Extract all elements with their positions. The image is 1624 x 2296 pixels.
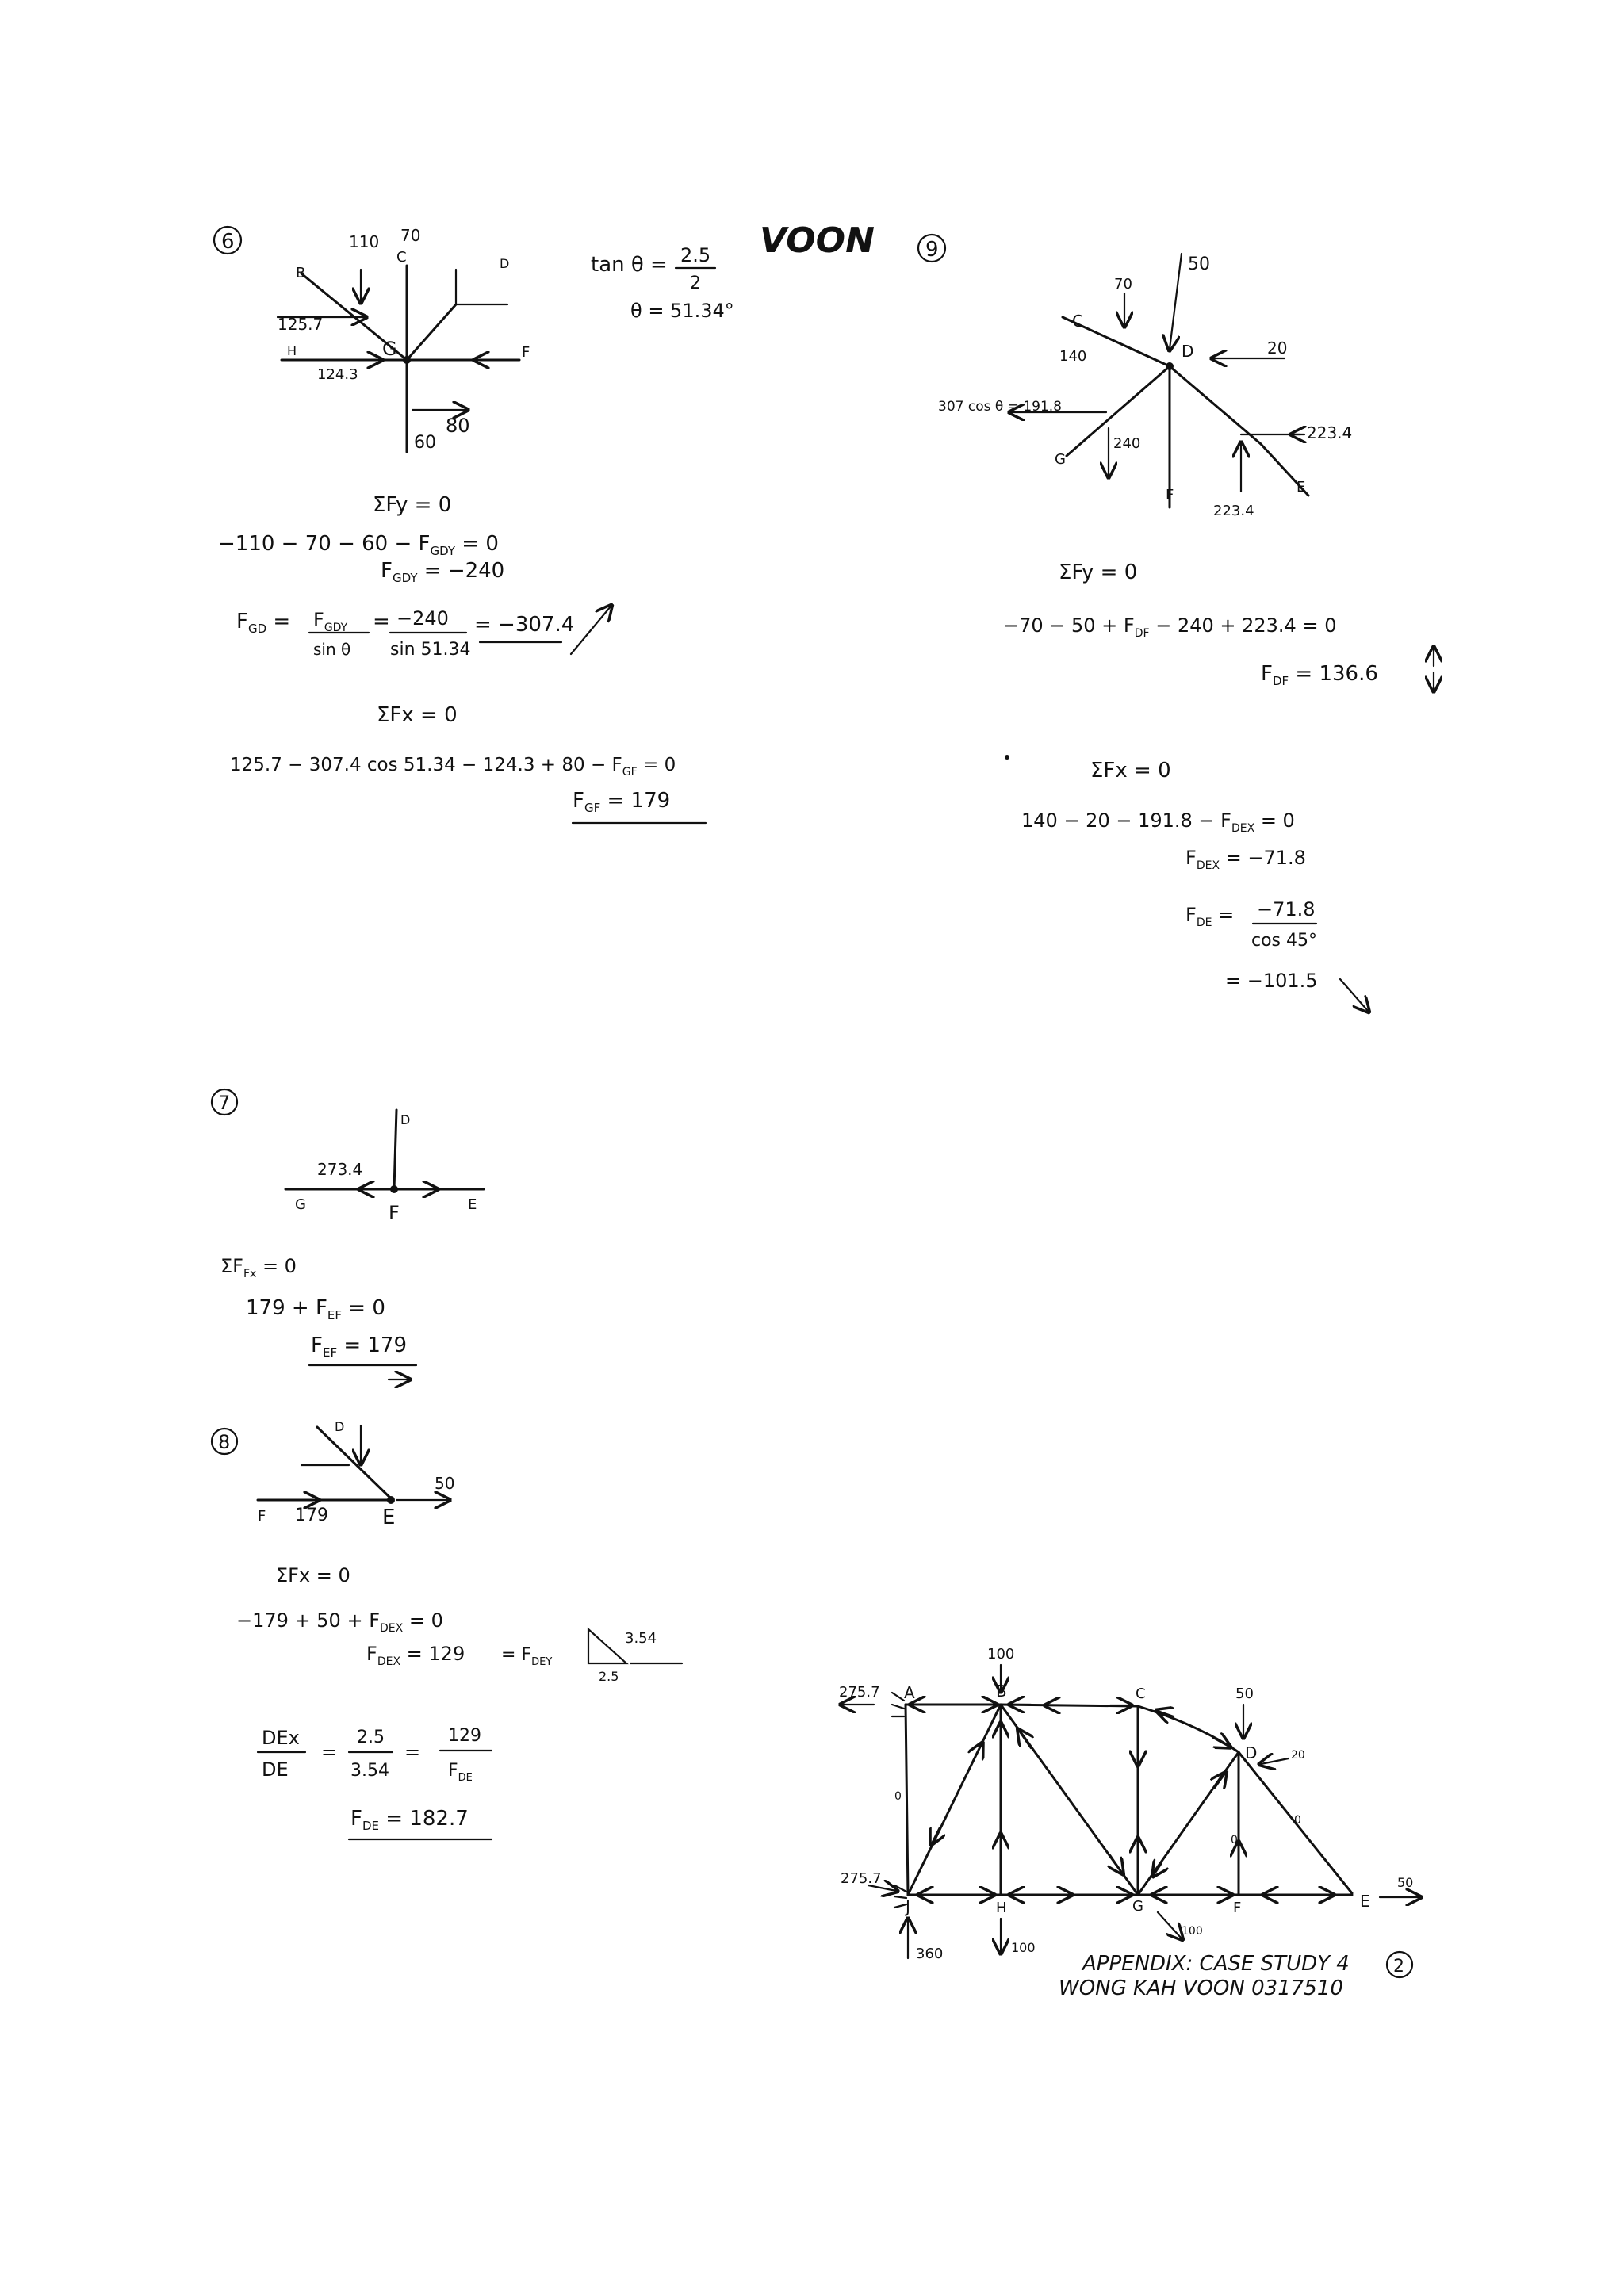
member-ed (317, 1427, 393, 1500)
truss-diagram (839, 1646, 1419, 1962)
label-100-g: 100 (1182, 1925, 1203, 1938)
sum-fx-9: ΣFx = 0 (1090, 759, 1171, 783)
fdex-8: $F_{DEX} = 129$ (366, 1643, 465, 1668)
triangle-sketch (588, 1629, 682, 1684)
member-jb (908, 1705, 1001, 1895)
label-80: 80 (446, 415, 470, 437)
ratio-eq2: = (404, 1741, 421, 1763)
member-gd (407, 304, 456, 360)
label-d: D (335, 1419, 345, 1434)
ratio-d2: 3.54 (350, 1761, 389, 1781)
section-8 (212, 1419, 682, 1839)
caption-line-2: WONG KAH VOON 0317510 (1059, 1976, 1343, 2000)
label-f: F (258, 1508, 266, 1525)
label-60: 60 (414, 433, 436, 453)
label-d: D (400, 1112, 411, 1127)
label-e: E (1297, 479, 1306, 496)
member-gd (1138, 1752, 1239, 1895)
support-j-icon (894, 1885, 906, 1908)
node-label-g: G (1132, 1898, 1143, 1915)
sum-fx-6: ΣFx = 0 (377, 703, 458, 727)
node-label-b: B (996, 1682, 1007, 1701)
eq-9-2: $140 - 20 - 191.8 - F_{DEX} = 0$ (1021, 809, 1295, 835)
fde-9-direction-icon (1340, 979, 1368, 1011)
caption-line-1: APPENDIX: CASE STUDY 4 (1082, 1952, 1350, 1976)
section-8-number: 8 (218, 1431, 231, 1453)
node-label-e: E (1360, 1892, 1370, 1911)
label-2234-right: 223.4 (1307, 423, 1353, 442)
section-9-number: 9 (925, 238, 939, 262)
label-f: F (389, 1202, 400, 1224)
fde-9-lhs: $F_{DE}$ = (1185, 904, 1235, 929)
label-140: 140 (1059, 348, 1087, 365)
arrow-bg-b (1019, 1731, 1031, 1748)
label-1257: 125.7 (278, 315, 324, 334)
label-e: E (382, 1506, 396, 1529)
section-7 (212, 1089, 484, 1380)
label-307cos: 307 cos θ = 191.8 (938, 399, 1062, 415)
tan-numerator: 2.5 (680, 244, 711, 266)
member-cd (1138, 1706, 1239, 1752)
joint-d-node (1166, 362, 1174, 370)
fgd-den2: sin 51.34 (390, 640, 471, 660)
triangle-label-354: 3.54 (625, 1630, 657, 1647)
result-fef: $F_{EF} = 179$ (311, 1334, 408, 1360)
label-g: G (295, 1196, 306, 1213)
tan-theta: tan θ = (591, 253, 668, 277)
label-2757-top: 275.7 (839, 1684, 880, 1701)
node-label-f: F (1233, 1900, 1242, 1916)
label-360: 360 (916, 1946, 944, 1962)
node-label-j: J (906, 1897, 910, 1916)
fde-9-result: = −101.5 (1225, 970, 1318, 992)
joint-g-node (403, 356, 411, 364)
fgd-direction-icon (571, 607, 611, 654)
load-100-g-arrow (1158, 1912, 1182, 1938)
label-2757-bot: 275.7 (841, 1870, 882, 1887)
label-c: C (396, 249, 407, 266)
caption-circle-number: 2 (1393, 1957, 1404, 1976)
node-label-h: H (996, 1900, 1007, 1916)
ratio-eq1: = (321, 1741, 338, 1763)
arrow-cd-d (1213, 1738, 1229, 1747)
arrow-gd-d (1215, 1774, 1225, 1788)
label-70: 70 (400, 226, 421, 245)
fbd-joint-g (278, 226, 530, 453)
label-50-d: 50 (1235, 1686, 1254, 1702)
support-a-icon (892, 1693, 904, 1716)
label-g: G (382, 338, 397, 360)
label-20-d: 20 (1291, 1749, 1305, 1762)
label-179: 179 (295, 1506, 328, 1525)
fgd-lhs: $F_{GD}$ = (236, 610, 291, 636)
label-1243: 124.3 (317, 366, 358, 383)
signature: VOON (760, 220, 875, 261)
theta-value: θ = 51.34° (630, 300, 734, 322)
label-50-e: 50 (1397, 1875, 1414, 1890)
eq-6-1: $-110 - 70 - 60 - F_{GDY} = 0$ (218, 532, 499, 558)
result-fgf: $F_{GF} = 179$ (573, 789, 671, 815)
label-h: H (287, 343, 297, 358)
ratio-d1: DE (262, 1758, 289, 1781)
fbd-joint-d (938, 254, 1352, 519)
fgd-den1: sin θ (313, 640, 351, 659)
eq-6-2: $F_{GDY} = -240$ (381, 559, 505, 585)
fdey-8: = $F_{DEY}$ (501, 1645, 553, 1668)
member-aj (906, 1705, 908, 1895)
tan-denominator: 2 (690, 274, 701, 293)
label-zero-de: 0 (1294, 1814, 1301, 1827)
eq-6-3: 125.7 − 307.4 $\cos 51.34 - 124.3 + 80 - F_{GF} = 0$ (230, 755, 676, 779)
label-2734: 273.4 (317, 1160, 363, 1179)
eq-7: $179 + F_{EF} = 0$ (246, 1296, 385, 1322)
label-50: 50 (1188, 254, 1210, 274)
section-6 (214, 226, 734, 823)
label-zero-df: 0 (1231, 1834, 1238, 1846)
label-70: 70 (1114, 276, 1132, 293)
label-c: C (1072, 312, 1083, 331)
member-fd (394, 1110, 396, 1189)
load-20-d-arrow (1261, 1758, 1289, 1764)
triangle-outline (588, 1629, 626, 1663)
triangle-label-25: 2.5 (599, 1669, 619, 1684)
label-e: E (468, 1196, 477, 1213)
fbd-joint-e (258, 1419, 454, 1529)
ratio-n1: DEx (262, 1727, 300, 1749)
fdex-9: $F_{DEX} = -71.8$ (1185, 847, 1306, 872)
section-6-number: 6 (221, 230, 235, 254)
arrow-bg-g (1110, 1855, 1122, 1873)
fde-9-num: −71.8 (1257, 898, 1316, 920)
result-fdf: $F_{DF} = 136.6$ (1261, 662, 1378, 688)
section-9 (918, 235, 1434, 1011)
caption (1059, 1952, 1412, 2000)
ratio-n3: 129 (448, 1726, 481, 1746)
ratio-d3: $F_{DE}$ (448, 1761, 473, 1784)
eq-9-1: $-70 - 50 + F_{DF} - 240 + 223.4 = 0$ (1003, 614, 1337, 640)
load-50-arrow (1170, 254, 1182, 349)
label-f: F (1166, 487, 1174, 503)
result-fde-8: $F_{DE} = 182.7$ (350, 1807, 469, 1833)
label-zero-aj: 0 (894, 1790, 902, 1803)
sum-fy-6: ΣFy = 0 (373, 493, 452, 517)
node-label-a: A (904, 1683, 915, 1702)
member-de-upper (1170, 366, 1261, 444)
node-label-d: D (1245, 1743, 1258, 1762)
arrow-jb-j (932, 1827, 940, 1843)
label-50: 50 (435, 1474, 455, 1493)
sum-fy-9: ΣFy = 0 (1059, 561, 1138, 584)
joint-e-node (387, 1496, 395, 1504)
label-100-h: 100 (1011, 1940, 1036, 1955)
label-2234-bottom: 223.4 (1213, 503, 1254, 519)
label-b: B (296, 265, 306, 281)
sum-f-7: $\Sigma F_{Fx} = 0$ (220, 1255, 297, 1280)
label-d: D (1182, 342, 1194, 361)
fde-9-den: cos 45° (1251, 931, 1318, 951)
ratio-n2: 2.5 (357, 1728, 385, 1747)
arrow-jb-b (971, 1744, 982, 1764)
node-label-c: C (1136, 1686, 1146, 1702)
label-f: F (522, 344, 530, 361)
label-110: 110 (349, 232, 380, 251)
label-d: D (500, 256, 510, 271)
fgd-result: = −307.4 (474, 613, 575, 637)
joint-f-node (390, 1185, 398, 1193)
label-20: 20 (1267, 339, 1288, 358)
label-240: 240 (1113, 435, 1141, 452)
dot-mark (1005, 755, 1009, 760)
eq-8: $-179 + 50 + F_{DEX} = 0$ (236, 1609, 443, 1635)
fgd-num2: −240 (396, 607, 449, 629)
label-g: G (1055, 451, 1066, 468)
fgd-num1: $F_{GDY}$ (313, 609, 348, 634)
sum-fx-8: ΣFx = 0 (276, 1564, 350, 1586)
fbd-joint-f (285, 1110, 484, 1224)
section-7-number: 7 (218, 1092, 231, 1114)
fgd-eq: = (373, 610, 390, 633)
label-100-top: 100 (987, 1646, 1015, 1663)
